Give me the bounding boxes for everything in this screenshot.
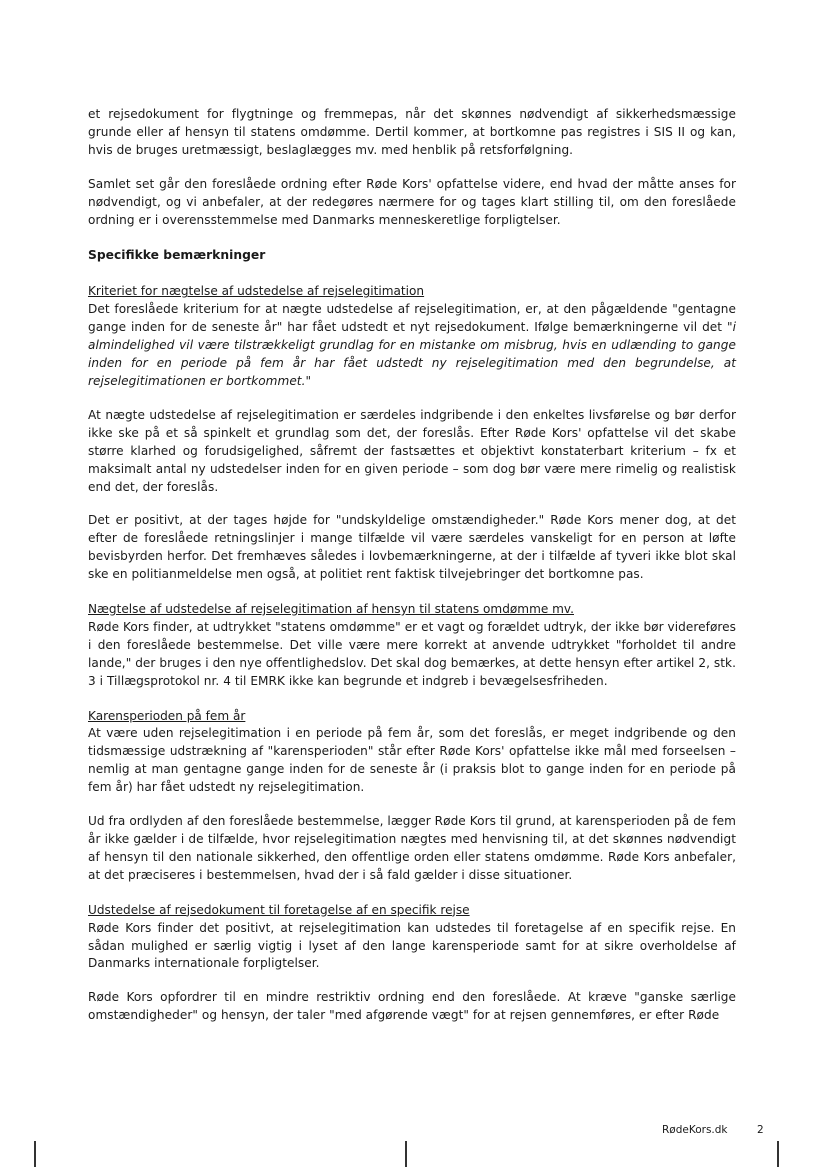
document-body <box>88 106 736 1025</box>
page-number: 2 <box>757 1124 764 1136</box>
paragraph-criterion-1 <box>88 301 736 391</box>
paragraph-specific-travel-1: Røde Kors finder det positivt, at rejselegitimation kan udstedes til foretagelse af en specifik rejse. En sådan mulighed er særlig vigtig i lyset af den lange karensperiode samt for at sikre overholdelse af Danmarks internationale forpligtelser. <box>88 920 736 971</box>
margin-mark-center <box>405 1141 407 1167</box>
paragraph-reputation-1: Røde Kors finder, at udtrykket "statens omdømme" er et vagt og forældet udtryk, der ikke bør videreføres i den foreslåede bestemmelse. Det ville være mere korrekt at anvende udtrykket "forholdet til andre lande," der bruges i den nye offentlighedslov. Det skal dog bemærkes, at dette hensyn efter artikel 2, stk. 3 i Tillægsprotokol nr. 4 til EMRK ikke kan begrunde et indgreb i bevægelsesfriheden. <box>88 619 736 688</box>
criterion-quote-end: " <box>305 373 312 388</box>
margin-mark-left <box>34 1141 36 1167</box>
criterion-quote: i almindelighed vil være tilstrækkeligt grundlag for en mistanke om misbrug, hvis en udlænding to gange inden for en periode på fem år har fået udstedt ny rejselegitimation med den begrundelse, at rejselegitimationen er bortkommet. <box>88 320 736 388</box>
section-title-karens: Karensperioden på fem år <box>88 708 246 723</box>
paragraph-specific-travel-2: Røde Kors opfordrer til en mindre restriktiv ordning end den foreslåede. At kræve "ganske særlige omstændigheder" og hensyn, der taler "med afgørende vægt" for at rejsen gennemføres, er efter Røde <box>88 990 736 1023</box>
section-title-reputation: Nægtelse af udstedelse af rejselegitimation af hensyn til statens omdømme mv. <box>88 602 574 617</box>
section-title-specific-travel: Udstedelse af rejsedokument til foretagelse af en specifik rejse <box>88 902 470 917</box>
criterion-text: Det foreslåede kriterium for at nægte udstedelse af rejselegitimation, er, at den pågældende "gentagne gange inden for de seneste år" har fået udstedt et nyt rejsedokument. Ifølge bemærkningerne vil det " <box>88 302 736 335</box>
footer-brand: RødeKors.dk <box>662 1124 728 1136</box>
paragraph-karens-2: Ud fra ordlyden af den foreslåede bestemmelse, lægger Røde Kors til grund, at karensperioden på de fem år ikke gælder i de tilfælde, hvor rejselegitimation nægtes med henvisning til, at det skønnes nødvendigt af hensyn til den nationale sikkerhed, den offentlige orden eller statens omdømme. Røde Kors anbefaler, at det præciseres i bestemmelsen, hvad der i så fald gælder i disse situationer. <box>88 814 736 882</box>
section-title-criterion: Kriteriet for nægtelse af udstedelse af rejselegitimation <box>88 284 425 299</box>
paragraph-criterion-2: At nægte udstedelse af rejselegitimation er særdeles indgribende i den enkeltes livsførelse og bør derfor ikke ske på et så spinkelt et grundlag som det, der foreslås. Efter Røde Kors' opfattelse vil det skabe større klarhed og forudsigelighed, såfremt der fastsættes et objektivt konstaterbart kriterium – fx et maksimalt antal ny udstedelser inden for en given periode – som dog bør være mere rimelig og realistisk end det, der foreslås. <box>88 407 736 494</box>
margin-mark-right <box>777 1141 779 1167</box>
heading-specific-remarks: Specifikke bemærkninger <box>88 248 266 263</box>
paragraph-karens-1: At være uden rejselegitimation i en periode på fem år, som det foreslås, er meget indgribende og den tidsmæssige udstrækning af "karensperioden" står efter Røde Kors' opfattelse ikke mål med forseelsen – nemlig at man gentagne gange inden for de seneste år (i praksis blot to gange inden for en periode på fem år) har fået udstedt ny rejselegitimation. <box>88 726 736 795</box>
paragraph-intro-2: Samlet set går den foreslåede ordning efter Røde Kors' opfattelse videre, end hvad der måtte anses for nødvendigt, og vi anbefaler, at der redegøres nærmere for og tages klart stilling til, om den foreslåede ordning er i overensstemmelse med Danmarks menneskeretlige forpligtelser. <box>88 176 736 227</box>
paragraph-criterion-3: Det er positivt, at der tages højde for "undskyldelige omstændigheder." Røde Kors mener dog, at det efter de foreslåede retningslinjer i mange tilfælde vil være særdeles vanskeligt for en person at løfte bevisbyrden herfor. Det fremhæves således i lovbemærkningerne, at der i tilfælde af tyveri ikke blot skal ske en politianmeldelse men også, at politiet rent faktisk tilvejebringer det bortkomne pas. <box>88 513 736 582</box>
paragraph-intro-1: et rejsedokument for flygtninge og fremmepas, når det skønnes nødvendigt af sikkerhedsmæssige grunde eller af hensyn til statens omdømme. Dertil kommer, at bortkomne pas registres i SIS II og kan, hvis de bruges uretmæssigt, beslaglægges mv. med henblik på retsforfølgning. <box>88 107 736 157</box>
